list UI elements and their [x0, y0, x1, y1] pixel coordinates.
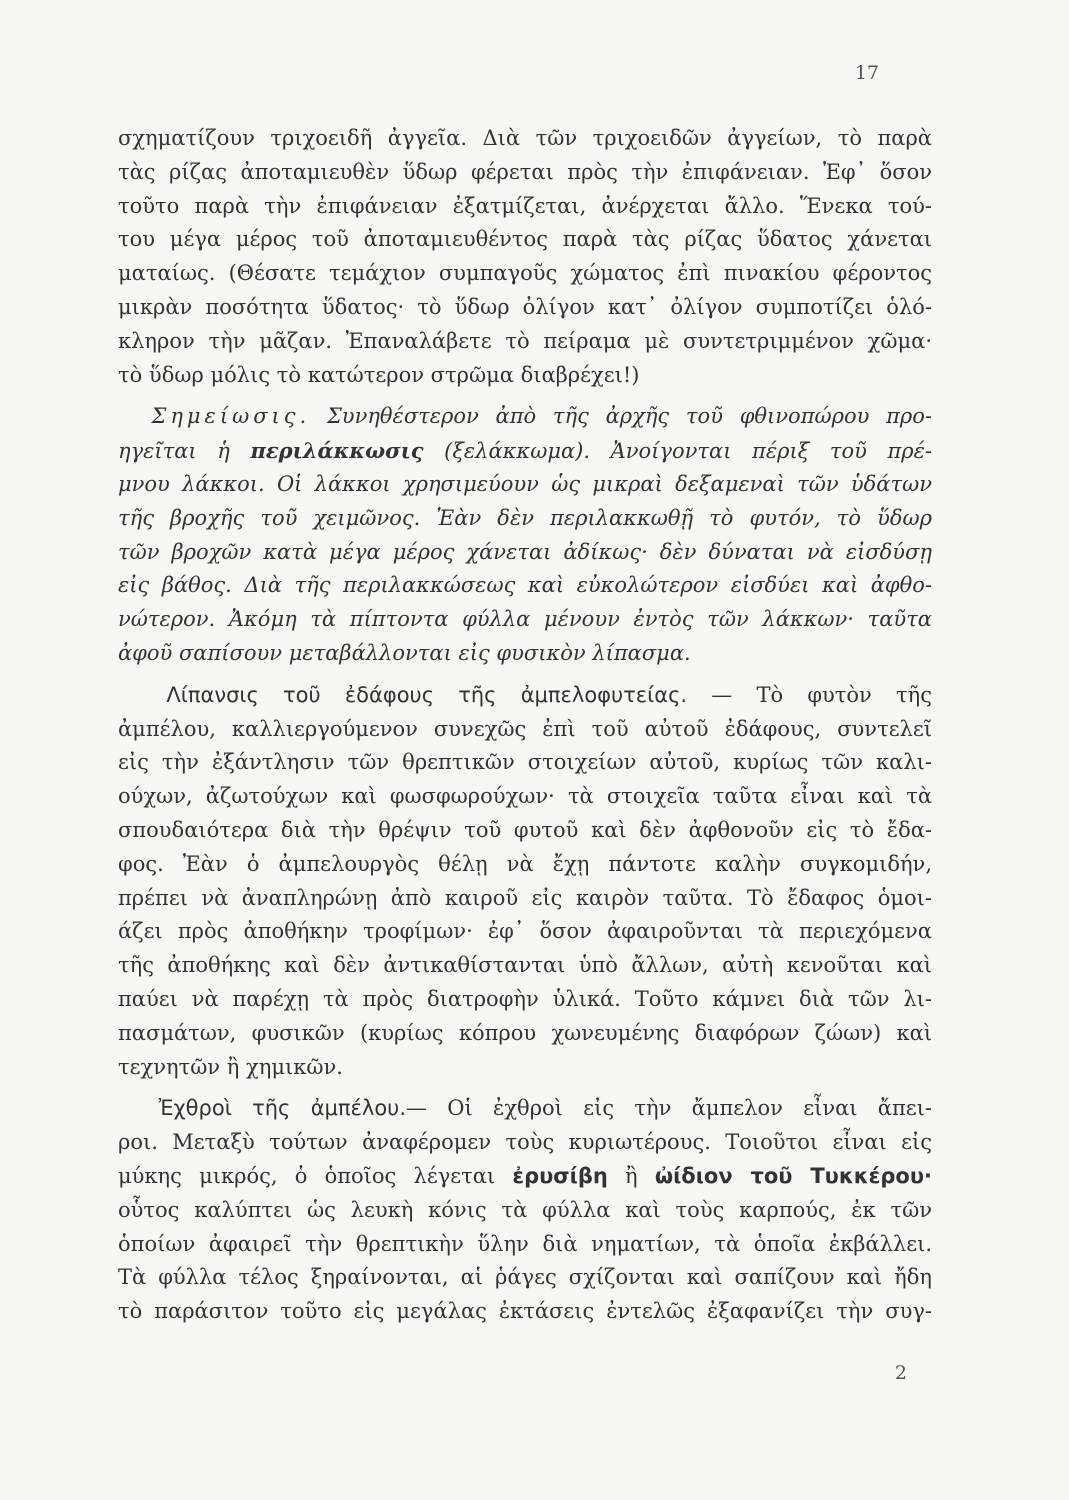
text-line: κληρον τὴν μᾶζαν. Ἐπαναλάβετε τὸ πείραμα μὲ συντετριμμένον χῶμα· [118, 328, 932, 353]
text-line: τὸ παράσιτον τοῦτο εἰς μεγάλας ἐκτάσεις ἐντελῶς ἐξαφανίζει τὴν συγ- [118, 1299, 932, 1324]
text-line: τεχνητῶν ἢ χημικῶν. [118, 1054, 343, 1079]
text-line: του μέγα μέρος τοῦ ἀποταμιευθέντος παρὰ τὰς ρίζας ὕδατος χάνεται [118, 227, 932, 252]
text-run: μύκης μικρός, ὁ ὁποῖος λέγεται [118, 1163, 496, 1188]
term-erysibe: ἐρυσίβη [512, 1163, 608, 1188]
text-line: τὰς ρίζας ἀποταμιευθὲν ὕδωρ φέρεται πρὸς τὴν ἐπιφάνειαν. Ἐφ᾽ ὅσον [118, 159, 932, 184]
text-line: ὁποίων ἀφαιρεῖ τὴν θρεπτικὴν ὕλην διὰ νηματίων, τὰ ὁποῖα ἐκβάλλει. [118, 1231, 932, 1256]
text-line: άζει πρὸς ἀποθήκην τροφίμων· ἐφ᾽ ὅσον ἀφαιροῦνται τὰ περιεχόμενα [118, 919, 932, 944]
text-line: τοῦτο παρὰ τὴν ἐπιφάνειαν ἐξατμίζεται, ἀνέρχεται ἄλλο. Ἕνεκα τού- [118, 193, 932, 218]
note-line: ἀφοῦ σαπίσουν μεταβάλλονται εἰς φυσικὸν λίπασμα. [118, 640, 691, 665]
text-line: τὸ ὕδωρ μόλις τὸ κατώτερον στρῶμα διαβρέχει!) [118, 362, 640, 387]
term-oidium: ὠίδιον τοῦ Τυκκέρου· [654, 1163, 932, 1188]
text-line: εἰς τὴν ἐξάντλησιν τῶν θρεπτικῶν στοιχείων αὐτοῦ, κυρίως τῶν καλι- [118, 750, 932, 775]
note-text: Συνηθέστερον ἀπὸ τῆς ἀρχῆς τοῦ φθινοπώρου προ- [326, 404, 932, 429]
text-line: ροι. Μεταξὺ τούτων ἀναφέρομεν τοὺς κυριωτέρους. Τοιοῦτοι εἶναι εἰς [118, 1130, 932, 1155]
signature-mark: 2 [894, 1362, 907, 1384]
text-line: Τὰ φύλλα τέλος ξηραίνονται, αἱ ῥάγες σχίζονται καὶ σαπίζουν καὶ ἤδη [118, 1265, 932, 1290]
note-line: νώτερον. Ἀκόμη τὰ πίπτοντα φύλλα μένουν ἐντὸς τῶν λάκκων· ταῦτα [118, 607, 932, 632]
section-heading: Ἐχθροὶ τῆς ἀμπέλου. [158, 1096, 406, 1121]
text-line: ματαίως. (Θέσατε τεμάχιον συμπαγοῦς χώματος ἐπὶ πινακίου φέροντος [118, 261, 932, 286]
text-line: πρέπει νὰ ἀναπληρώνῃ ἀπὸ καιροῦ εἰς καιρὸν ταῦτα. Τὸ ἔδαφος ὁμοι- [118, 885, 932, 910]
note-term: περιλάκκωσις [250, 438, 424, 464]
note-text: ηγεῖται ἡ [118, 439, 230, 464]
section-heading-line [118, 1092, 932, 1126]
section-heading-line [118, 679, 932, 713]
text-line: παύει νὰ παρέχῃ τὰ πρὸς διατροφὴν ὑλικά. Τοῦτο κάμνει διὰ τῶν λι- [118, 986, 932, 1011]
text-line [118, 1160, 932, 1194]
note-line [118, 400, 932, 434]
body-text [118, 122, 932, 1329]
text-line: ούχων, ἀζωτούχων καὶ φωσφωρούχων· τὰ στοιχεῖα ταῦτα εἶναι καὶ τὰ [118, 784, 932, 809]
text-line: σπουδαιότερα διὰ τὴν θρέψιν τοῦ φυτοῦ καὶ δὲν ἀφθονοῦν εἰς τὸ ἔδα- [118, 817, 932, 842]
text-line: τῆς ἀποθήκης καὶ δὲν ἀντικαθίστανται ὑπὸ ἄλλων, αὐτὴ κενοῦται καὶ [118, 953, 932, 978]
note-line [118, 434, 932, 468]
note-line: τῶν βροχῶν κατὰ μέγα μέρος χάνεται ἀδίκως· δὲν δύναται νὰ εἰσδύσῃ [118, 539, 932, 564]
text-line: σχηματίζουν τριχοειδῆ ἀγγεῖα. Διὰ τῶν τριχοειδῶν ἀγγείων, τὸ παρὰ [118, 126, 932, 150]
text-line: ἀμπέλου, καλλιεργούμενον συνεχῶς ἐπὶ τοῦ αὐτοῦ ἐδάφους, συντελεῖ [118, 716, 932, 741]
note-line: εἰς βάθος. Διὰ τῆς περιλακκώσεως καὶ εὐκολώτερον εἰσδύει καὶ ἀφθο- [118, 573, 932, 598]
text-run: — Τὸ φυτὸν τῆς [711, 682, 932, 707]
page-number: 17 [854, 62, 879, 84]
text-line: φος. Ἐὰν ὁ ἀμπελουργὸς θέλῃ νὰ ἔχῃ πάντοτε καλὴν συγκομιδήν, [118, 851, 932, 876]
note-line: μνου λάκκοι. Οἱ λάκκοι χρησιμεύουν ὡς μικραὶ δεξαμεναὶ τῶν ὑδάτων [118, 471, 932, 496]
text-run: ἢ [625, 1163, 638, 1188]
note-text: (ξελάκκωμα). Ἀνοίγονται πέριξ τοῦ πρέ- [444, 439, 932, 464]
section-heading: Λίπανσις τοῦ ἐδάφους τῆς ἀμπελοφυτείας. [166, 682, 688, 707]
text-line: πασμάτων, φυσικῶν (κυρίως κόπρου χωνευμένης διαφόρων ζώων) καὶ [118, 1020, 932, 1045]
note-label: Σημείωσις. [151, 404, 311, 429]
text-line: μικρὰν ποσότητα ὕδατος· τὸ ὕδωρ ὀλίγον κατ᾽ ὀλίγον συμποτίζει ὁλό- [118, 294, 932, 319]
note-line: τῆς βροχῆς τοῦ χειμῶνος. Ἐὰν δὲν περιλακκωθῇ τὸ φυτόν, τὸ ὕδωρ [118, 505, 932, 530]
text-run: — Οἱ ἐχθροὶ εἰς τὴν ἄμπελον εἶναι ἄπει- [406, 1096, 932, 1121]
text-line: οὗτος καλύπτει ὡς λευκὴ κόνις τὰ φύλλα καὶ τοὺς καρπούς, ἐκ τῶν [118, 1197, 932, 1222]
